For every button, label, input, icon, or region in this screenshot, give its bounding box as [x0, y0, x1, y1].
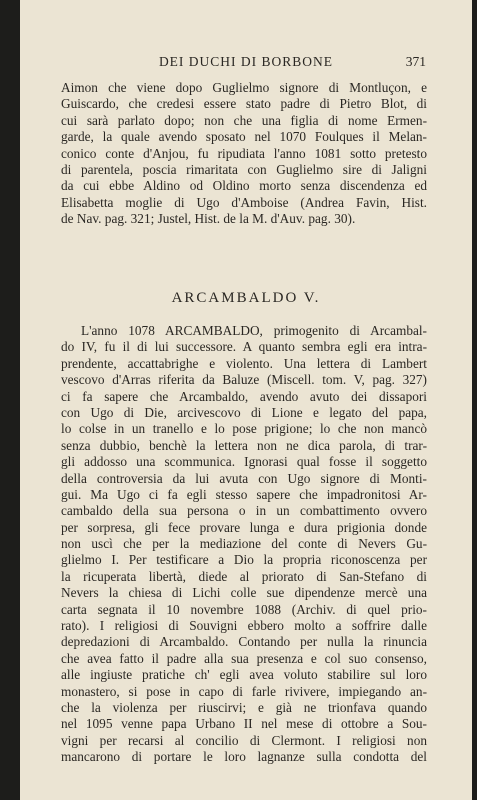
text-line: la ricuperata libertà, diede al priorato di San-Stefano di [61, 568, 427, 584]
text-line: con Ugo di Die, arcivescovo di Lione e legato del papa, [61, 404, 427, 420]
text-line: per sorpresa, gli fece provare lunga e dura prigionia donde [61, 519, 427, 535]
text-line: carta segnata il 10 novembre 1088 (Archiv. di quel prio- [61, 601, 427, 617]
text-line: da cui ebbe Aldino od Oldino morto senza discendenza ed [61, 178, 427, 194]
text-line: nel 1095 venne papa Urbano II nel mese di ottobre a Sou- [61, 716, 427, 732]
text-line: Aimon che viene dopo Guglielmo signore di Montluçon, e [61, 80, 427, 95]
intro-paragraph [61, 80, 427, 228]
text-line: vescovo d'Arras riferita da Baluze (Miscell. tom. V, pag. 327) [61, 372, 427, 388]
text-line: glielmo I. Per testificare a Dio la propria riconoscenza per [61, 552, 427, 568]
text-line: lo colse in un tranello e lo pose prigione; lo che non mancò [61, 421, 427, 437]
text-line: gli addosso una scommunica. Ignorasi qual fosse il soggetto [61, 454, 427, 470]
page-number: 371 [405, 54, 426, 69]
text-line: non uscì che per la mediazione del conte di Nevers Gu- [61, 536, 427, 552]
text-line: Guiscardo, che credesi essere stato padre di Pietro Blot, di [61, 96, 427, 112]
text-line: conico conte d'Anjou, fu ripudiata l'anno 1081 sotto pretesto [61, 145, 427, 161]
text-line: rato). I religiosi di Souvigni ebbero molto a soffrire dalle [61, 618, 427, 634]
text-line: di parentela, poscia rimaritata con Guglielmo sire di Jaligni [61, 161, 427, 177]
text-line: garde, la quale avendo sposato nel 1070 Foulques il Melan- [61, 129, 427, 145]
text-line: L'anno 1078 ARCAMBALDO, primogenito di Arcambal- [81, 323, 427, 338]
text-line: senza dubbio, benchè la lettera non ne dica parola, di trar- [61, 437, 427, 453]
text-line: prendente, accattabrighe e violento. Una lettera di Lambert [61, 355, 427, 371]
running-title: DEI DUCHI DI BORBONE [158, 54, 334, 69]
text-line: mancarono di portare le loro lagnanze sulla condotta del [61, 749, 427, 765]
body-paragraph [61, 323, 427, 766]
text-line: cambaldo della sua persona o in un combattimento ovvero [61, 503, 427, 519]
text-line: de Nav. pag. 321; Justel, Hist. de la M. d'Auv. pag. 30). [61, 211, 356, 227]
text-line: gui. Ma Ugo ci fa egli stesso sapere che impadronitosi Ar- [61, 486, 427, 502]
chapter-heading: ARCAMBALDO V. [171, 290, 321, 306]
book-page [20, 0, 472, 800]
text-line: Nevers la chiesa di Lichi colle sue dipendenze mercè una [61, 585, 427, 601]
text-line: che avea fatto il padre alla sua presenza e col suo consenso, [61, 650, 427, 666]
text-line: ci fa sapere che Arcambaldo, avendo avuto dei dissapori [61, 388, 427, 404]
text-line: do IV, fu il di lui successore. A quanto sembra egli era intra- [61, 339, 427, 355]
text-line: cui sarà parlato dopo; non che una figlia di nome Ermen- [61, 112, 427, 128]
page-header [20, 54, 472, 74]
text-line: della controversia da lui avuta con Ugo signore di Monti- [61, 470, 427, 486]
text-line: vigni per recarsi al concilio di Clermont. I religiosi non [61, 732, 427, 748]
text-line: monastero, si pose in capo di farle rivivere, impiegando an- [61, 683, 427, 699]
text-line: alle ingiuste pratiche ch' egli avea voluto stabilire sul loro [61, 667, 427, 683]
text-line: depredazioni di Arcambaldo. Contando per nulla la rinuncia [61, 634, 427, 650]
text-line: che la violenza per riuscirvi; e già ne trionfava quando [61, 699, 427, 715]
text-line: Elisabetta moglie di Ugo d'Amboise (Andrea Favin, Hist. [61, 194, 427, 210]
